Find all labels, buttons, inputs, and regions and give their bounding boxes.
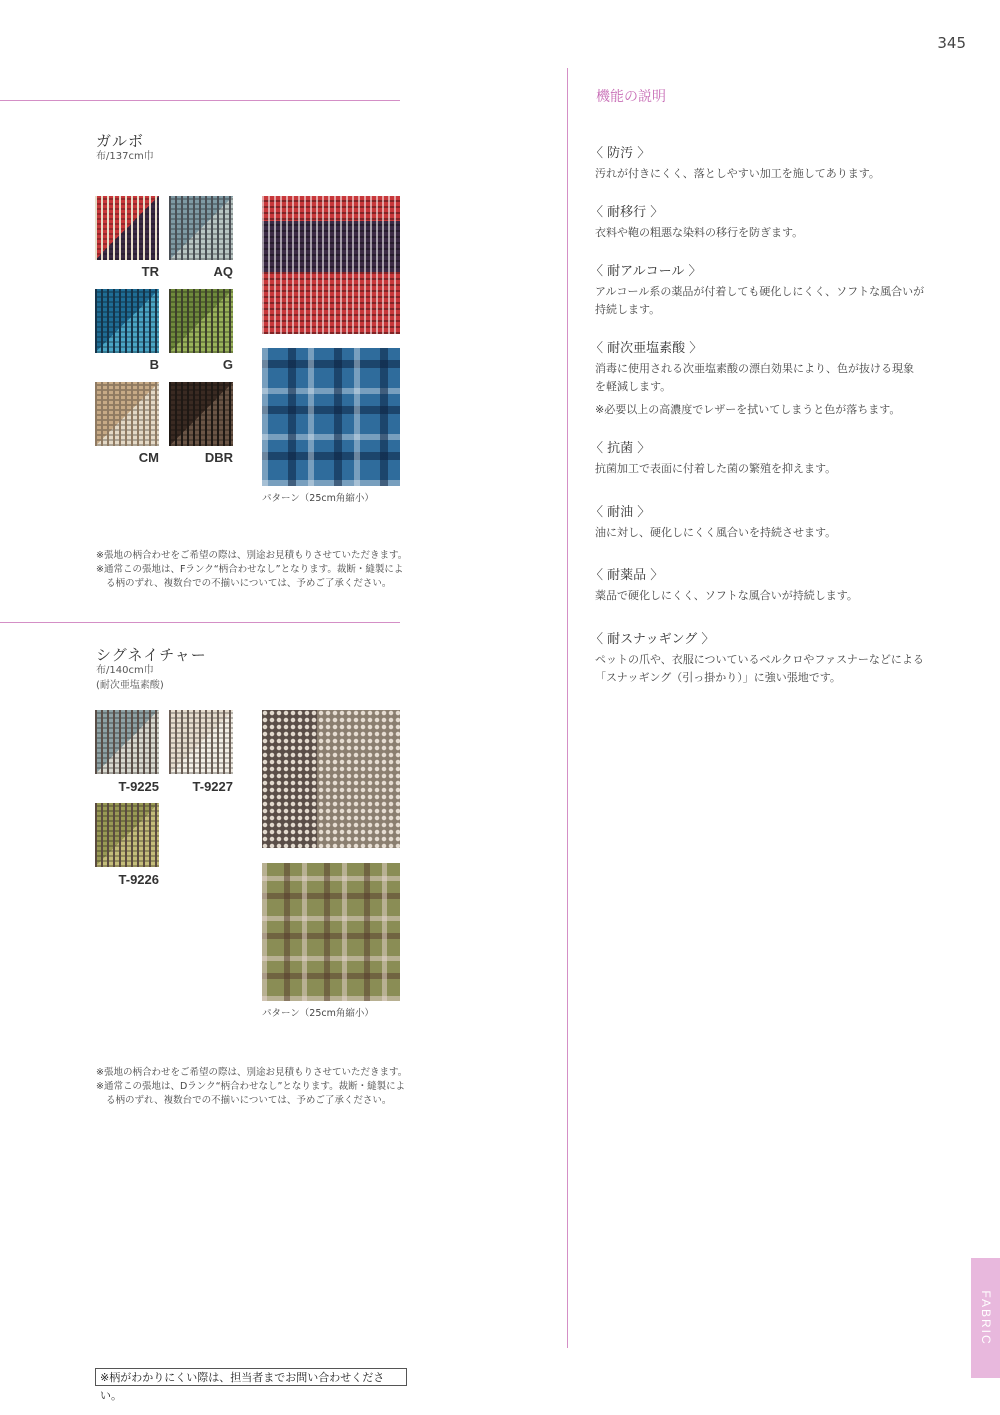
feature-desc-line: 消毒に使用される次亜塩素酸の漂白効果により、色が抜ける現象 — [595, 362, 914, 375]
swatch-t-9227[interactable] — [169, 710, 233, 774]
feature-desc-line: 薬品で硬化しにくく、ソフトな風合いが持続します。 — [595, 589, 858, 602]
swatch-dbr[interactable] — [169, 382, 233, 446]
feature-alcohol-resistant — [590, 260, 950, 319]
feature-desc — [590, 651, 950, 687]
feature-desc — [590, 524, 950, 542]
garbo-pattern-caption: パターン（25cm角縮小） — [262, 493, 374, 504]
feature-title: 〈 耐スナッギング 〉 — [590, 632, 715, 647]
swatch-code-cm: CM — [138, 450, 159, 465]
swatch-code-t-9226: T-9226 — [118, 872, 159, 887]
features-title: 機能の説明 — [596, 89, 666, 105]
feature-desc — [590, 360, 950, 396]
swatch-code-t-9227: T-9227 — [192, 779, 233, 794]
swatch-code-b: B — [149, 357, 159, 372]
swatch-code-g: G — [222, 357, 233, 372]
signature-spec-line: 布/140cm巾 — [96, 665, 154, 676]
signature-spec-line: (耐次亜塩素酸) — [96, 680, 164, 691]
swatch-tr[interactable] — [95, 196, 159, 260]
feature-title: 〈 耐薬品 〉 — [590, 568, 664, 583]
feature-migration-resistant — [590, 201, 950, 242]
swatch-aq[interactable] — [169, 196, 233, 260]
feature-desc — [590, 224, 950, 242]
feature-title: 〈 耐移行 〉 — [590, 205, 664, 220]
signature-title: シグネイチャー — [96, 646, 207, 664]
signature-notes — [96, 1066, 416, 1108]
signature-note-line: ※通常この張地は、Dランク“柄合わせなし”となります。裁断・縫製によ — [96, 1081, 406, 1092]
swatch-t-9225[interactable] — [95, 710, 159, 774]
feature-desc — [590, 587, 950, 605]
swatch-b[interactable] — [95, 289, 159, 353]
feature-desc-line: 油に対し、硬化しにくく風合いを持続させます。 — [595, 526, 837, 539]
feature-title: 〈 耐アルコール 〉 — [590, 264, 702, 279]
section-divider-middle — [0, 622, 400, 623]
feature-chemical-resistant — [590, 564, 950, 605]
contact-note: ※柄がわかりにくい際は、担当者までお問い合わせください。 — [95, 1368, 407, 1386]
swatch-t-9226[interactable] — [95, 803, 159, 867]
feature-desc-line: 「スナッギング（引っ掛かり）」に強い張地です。 — [595, 671, 841, 684]
signature-pattern-caption: パターン（25cm角縮小） — [262, 1008, 374, 1019]
swatch-code-t-9225: T-9225 — [118, 779, 159, 794]
fabric-tab-label: FABRIC — [978, 1290, 993, 1346]
feature-antibacterial — [590, 437, 950, 478]
feature-desc — [590, 283, 950, 319]
signature-note-line: ※張地の柄合わせをご希望の際は、別途お見積もりさせていただきます。 — [96, 1067, 408, 1078]
feature-title: 〈 抗菌 〉 — [590, 441, 651, 456]
fabric-index-tab[interactable] — [971, 1258, 1000, 1378]
feature-stain-resistant — [590, 142, 950, 183]
feature-desc-line: 持続します。 — [595, 303, 661, 316]
feature-desc-line: 抗菌加工で表面に付着した菌の繁殖を抑えます。 — [595, 462, 837, 475]
section-divider-top — [0, 100, 400, 101]
garbo-spec: 布/137cm巾 — [96, 151, 154, 162]
garbo-notes — [96, 549, 416, 591]
signature-note-line: る柄のずれ、複数台での不揃いについては、予めご了承ください。 — [106, 1095, 392, 1106]
garbo-note-line: ※通常この張地は、Fランク“柄合わせなし”となります。裁断・縫製によ — [96, 564, 404, 575]
swatch-cm[interactable] — [95, 382, 159, 446]
garbo-pattern-image — [262, 348, 400, 486]
swatch-g[interactable] — [169, 289, 233, 353]
swatch-code-dbr: DBR — [204, 450, 233, 465]
swatch-code-aq: AQ — [213, 264, 233, 279]
feature-desc — [590, 165, 950, 183]
feature-title: 〈 耐次亜塩素酸 〉 — [590, 341, 703, 356]
feature-desc-line: 衣料や鞄の粗悪な染料の移行を防ぎます。 — [595, 226, 804, 239]
feature-snag-resistant — [590, 628, 950, 687]
garbo-closeup-image — [262, 196, 400, 334]
feature-desc-line: ペットの爪や、衣服についているベルクロやファスナーなどによる — [595, 653, 924, 666]
garbo-title: ガルボ — [96, 132, 145, 150]
column-divider — [567, 68, 568, 1348]
feature-desc — [590, 460, 950, 478]
signature-closeup-image — [262, 710, 400, 848]
feature-oil-resistant — [590, 501, 950, 542]
feature-title: 〈 耐油 〉 — [590, 505, 651, 520]
garbo-note-line: ※張地の柄合わせをご希望の際は、別途お見積もりさせていただきます。 — [96, 550, 408, 561]
signature-pattern-image — [262, 863, 400, 1001]
garbo-note-line: る柄のずれ、複数台での不揃いについては、予めご了承ください。 — [106, 578, 392, 589]
feature-desc-line: を軽減します。 — [595, 380, 672, 393]
feature-title: 〈 防汚 〉 — [590, 146, 651, 161]
feature-desc-line: アルコール系の薬品が付着しても硬化しにくく、ソフトな風合いが — [595, 285, 925, 298]
feature-caution: ※必要以上の高濃度でレザーを拭いてしまうと色が落ちます。 — [595, 403, 901, 416]
signature-spec — [96, 663, 164, 693]
feature-desc-line: 汚れが付きにくく、落としやすい加工を施してあります。 — [595, 167, 880, 180]
feature-hypochlorous-resistant — [590, 337, 950, 417]
page-number: 345 — [937, 34, 966, 52]
swatch-code-tr: TR — [141, 264, 159, 279]
